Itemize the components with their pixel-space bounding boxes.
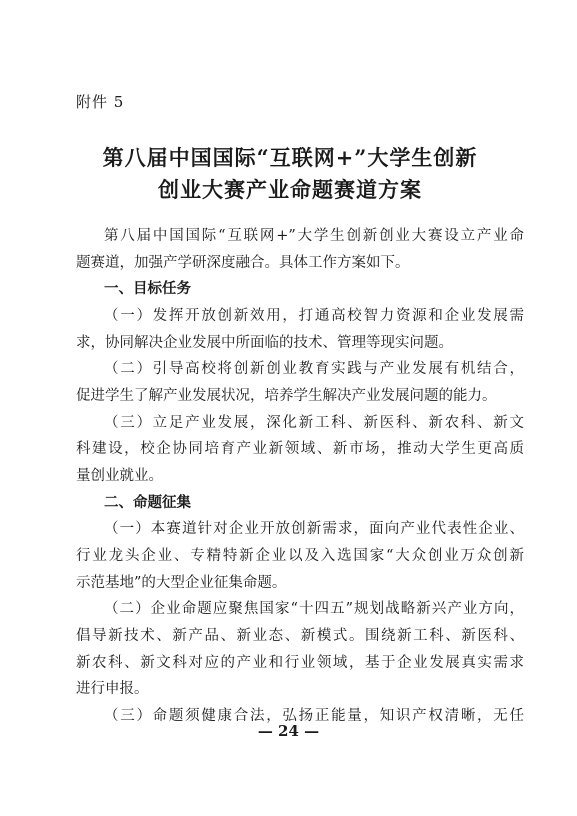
section-heading: 二、命题征集 [104,495,191,511]
document-title-line-2: 创业大赛产业命题赛道方案 [158,177,422,202]
paragraph-line: （一）发挥开放创新效用，打通高校智力资源和企业发展需 [104,308,524,324]
section-heading: 一、目标任务 [104,281,191,297]
paragraph-line: 促进学生了解产业发展状况，培养学生解决产业发展问题的能力。 [76,388,497,404]
paragraph-line: 进行申报。 [76,681,149,697]
paragraph-line: （一）本赛道针对企业开放创新需求，面向产业代表性企业、 [104,521,524,537]
page-number: — 24 — [257,722,320,740]
paragraph-line: 科建设，校企协同培育产业新领域、新市场，推动大学生更高质 [76,441,524,457]
paragraph-line: 量创业就业。 [76,468,163,484]
paragraph-line: 题赛道，加强产学研深度融合。具体工作方案如下。 [76,255,410,271]
document-title-line-1: 第八届中国国际“互联网+”大学生创新 [102,145,478,170]
paragraph-line: （二）企业命题应聚焦国家“十四五”规划战略新兴产业方向， [104,601,524,617]
paragraph-line: （三）立足产业发展，深化新工科、新医科、新农科、新文 [104,415,524,431]
paragraph-line: 第八届中国国际“互联网+”大学生创新创业大赛设立产业命 [104,228,524,244]
paragraph-line: 倡导新技术、新产品、新业态、新模式。围绕新工科、新医科、 [76,628,524,644]
attachment-label: 附件 5 [76,93,125,111]
paragraph-line: （三）命题须健康合法，弘扬正能量，知识产权清晰，无任 [104,708,524,724]
paragraph-line: 新农科、新文科对应的产业和行业领域，基于企业发展真实需求 [76,655,524,671]
paragraph-line: 求，协同解决企业发展中所面临的技术、管理等现实问题。 [76,335,453,351]
paragraph-line: 示范基地”的大型企业征集命题。 [76,575,287,591]
paragraph-line: 行业龙头企业、专精特新企业以及入选国家“大众创业万众创新 [76,548,524,564]
paragraph-line: （二）引导高校将创新创业教育实践与产业发展有机结合， [104,361,524,377]
